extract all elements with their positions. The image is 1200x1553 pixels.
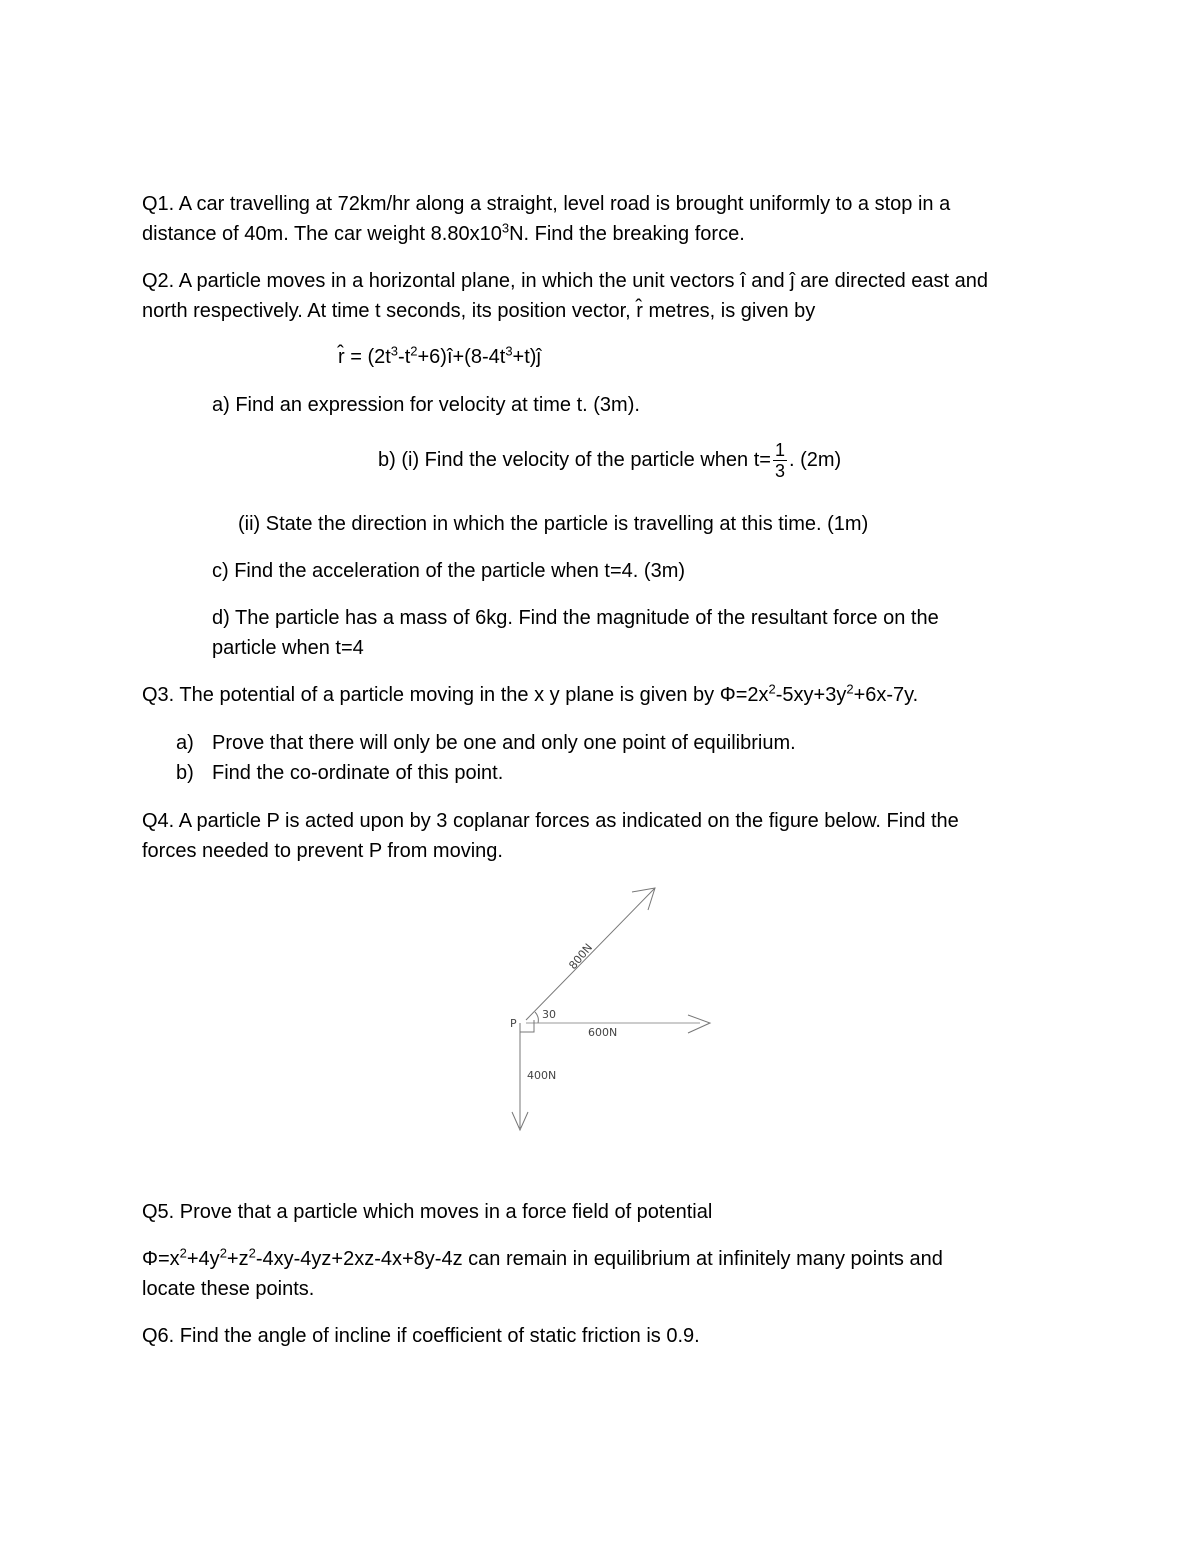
q2-part-b-i-marks: . (2m): [788, 449, 842, 471]
fraction-denominator: 3: [774, 461, 785, 482]
fraction-one-third: [773, 440, 787, 481]
q2-part-d-line-1: d) The particle has a mass of 6kg. Find the magnitude of the resultant force on the: [212, 607, 939, 629]
q6-line: Q6. Find the angle of incline if coefficient of static friction is 0.9.: [142, 1325, 700, 1347]
q4-line-1: Q4. A particle P is acted upon by 3 coplanar forces as indicated on the figure below. Find the: [142, 810, 959, 832]
q2-eq-exp-3: 3: [505, 343, 513, 359]
q1-line-2-text: distance of 40m. The car weight 8.80x10: [142, 223, 502, 245]
force-800n-label: 800N: [566, 941, 596, 972]
q5-eq-part-b: +4y: [186, 1248, 220, 1270]
angle-label: 30: [542, 1008, 556, 1021]
q2-part-b-i: [378, 438, 841, 482]
q3-exp-2: 2: [846, 681, 854, 697]
angle-arc: [535, 1012, 538, 1023]
q2-eq-part-b: -t: [398, 346, 411, 368]
q2-part-c: c) Find the acceleration of the particle when t=4. (3m): [212, 560, 686, 582]
q2-part-b-ii: (ii) State the direction in which the particle is travelling at this time. (1m): [238, 513, 869, 535]
q2-eq-part-d: +t)ĵ: [512, 346, 541, 368]
q5-eq-exp-3: 2: [248, 1245, 256, 1261]
q3-text-c: +6x-7y.: [853, 684, 919, 706]
q2-part-a: a) Find an expression for velocity at time t. (3m).: [212, 394, 640, 416]
point-p-label: P: [510, 1017, 517, 1030]
q2-eq-exp-2: 2: [410, 343, 418, 359]
q5-eq-part-a: Φ=x: [142, 1248, 180, 1270]
q3-exp-1: 2: [768, 681, 776, 697]
q1-exponent: 3: [501, 220, 510, 236]
force-600n-arrowhead-icon: [688, 1015, 710, 1033]
q3-text-b: -5xy+3y: [775, 684, 847, 706]
force-diagram: [490, 880, 750, 1140]
q2-part-d-line-2: particle when t=4: [212, 637, 364, 659]
q2-part-b-i-text: b) (i) Find the velocity of the particle when t=: [378, 449, 771, 471]
q5-eq-part-d: -4xy-4yz+2xz-4x+8y-4z can remain in equilibrium at infinitely many points and: [255, 1248, 943, 1270]
q2-eq-exp-1: 3: [390, 343, 399, 359]
q2-position-equation: [338, 342, 541, 372]
q3-line: [142, 680, 918, 710]
q3-item-a-marker: a): [176, 732, 194, 754]
force-400n-label: 400N: [527, 1069, 557, 1082]
q1-line-2: [142, 219, 745, 249]
q5-line-1: Q5. Prove that a particle which moves in a force field of potential: [142, 1201, 713, 1223]
q4-line-2: forces needed to prevent P from moving.: [142, 840, 503, 862]
q2-eq-part-c: +6)î+(8-4t: [417, 346, 506, 368]
q3-item-a: Prove that there will only be one and only one point of equilibrium.: [212, 732, 796, 754]
q3-item-b-marker: b): [176, 762, 194, 784]
q1-line-1: Q1. A car travelling at 72km/hr along a straight, level road is brought uniformly to a stop in a: [142, 193, 951, 215]
right-angle-marker: [520, 1020, 534, 1032]
q2-line-1: Q2. A particle moves in a horizontal plane, in which the unit vectors î and ĵ are directed east and: [142, 270, 989, 292]
q3-text-a: Q3. The potential of a particle moving in the x y plane is given by Φ=2x: [142, 684, 769, 706]
q2-line-2: north respectively. At time t seconds, its position vector, r̂ metres, is given by: [142, 300, 816, 322]
q1-line-2-end: N. Find the breaking force.: [509, 223, 745, 245]
force-600n-label: 600N: [588, 1026, 618, 1039]
fraction-numerator: 1: [774, 440, 785, 461]
q3-item-b: Find the co-ordinate of this point.: [212, 762, 504, 784]
q5-line-3: locate these points.: [142, 1278, 315, 1300]
q5-eq-exp-1: 2: [179, 1245, 187, 1261]
q5-eq-part-c: +z: [226, 1248, 249, 1270]
q2-eq-part-a: r̂ = (2t: [338, 346, 391, 368]
q5-equation-line: [142, 1244, 943, 1274]
q5-eq-exp-2: 2: [219, 1245, 227, 1261]
